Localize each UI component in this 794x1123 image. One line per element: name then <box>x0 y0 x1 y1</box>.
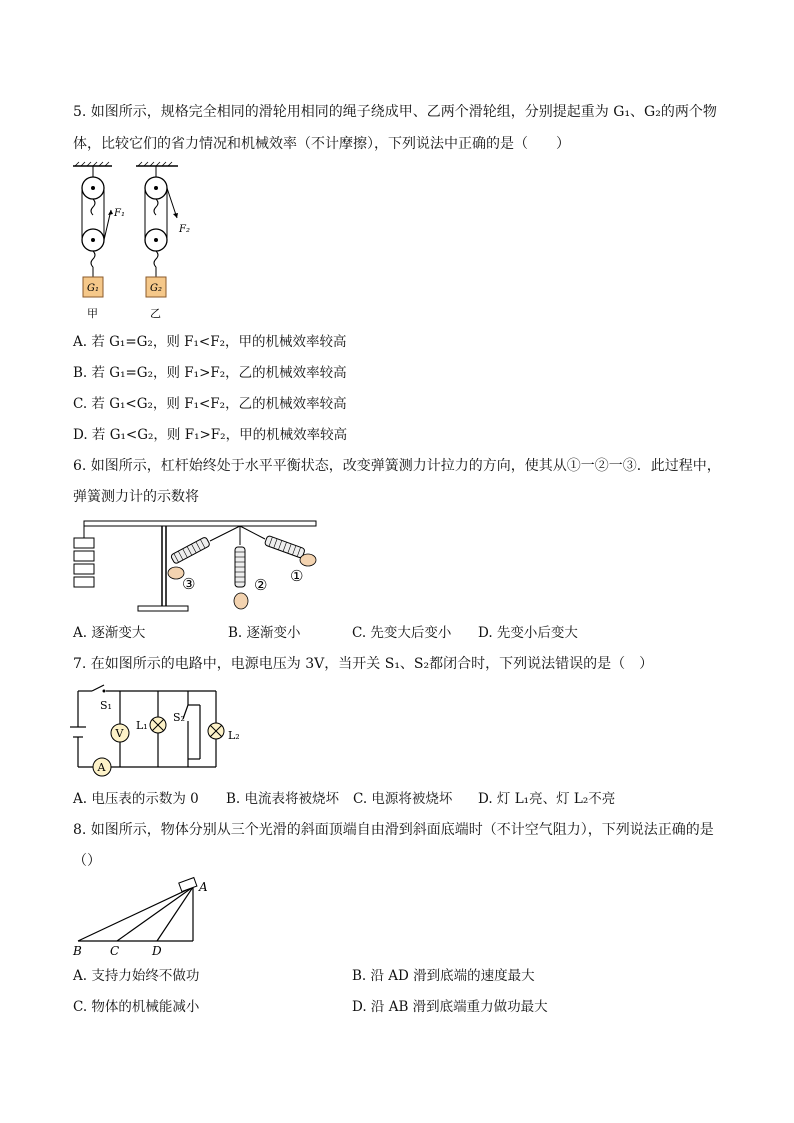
q6-option-b: B. 逐渐变小 <box>228 625 301 641</box>
q7-option-b: B. 电流表将被烧坏 <box>226 791 340 807</box>
q6-option-d: D. 先变小后变大 <box>478 625 578 641</box>
q8-option-c: C. 物体的机械能减小 <box>73 999 200 1015</box>
q5-stem-line1: 5. 如图所示，规格完全相同的滑轮用相同的绳子绕成甲、乙两个滑轮组，分别提起重为 G₁、G₂的两个物 <box>73 104 717 120</box>
lamp-l2-label: L₂ <box>228 729 240 742</box>
point-c-label: C <box>110 944 120 958</box>
switch-s2-label: S₂ <box>173 711 185 724</box>
q7-option-d: D. 灯 L₁亮、灯 L₂不亮 <box>478 791 616 807</box>
voltmeter-label: V <box>115 727 124 740</box>
q8-option-b: B. 沿 AD 滑到底端的速度最大 <box>352 968 535 984</box>
ammeter-label: A <box>97 761 106 774</box>
q5-option-b: B. 若 G₁=G₂，则 F₁>F₂，乙的机械效率较高 <box>73 365 347 381</box>
point-a-label: A <box>199 880 208 894</box>
q7-stem-line1: 7. 在如图所示的电路中，电源电压为 3V，当开关 S₁、S₂都闭合时，下列说法错误的是（ ） <box>73 656 654 672</box>
lamp-l1-label: L₁ <box>136 719 148 732</box>
weight-g1-label: G₁ <box>87 283 99 294</box>
force-f1-label: F₁ <box>114 208 125 219</box>
q6-stem-line2: 弹簧测力计的示数将 <box>73 489 199 505</box>
q5-option-a: A. 若 G₁=G₂，则 F₁<F₂，甲的机械效率较高 <box>73 334 347 350</box>
q7-option-a: A. 电压表的示数为 0 <box>73 791 199 807</box>
q5-stem-line2: 体，比较它们的省力情况和机械效率（不计摩擦），下列说法中正确的是（ ） <box>73 136 570 152</box>
q8-option-a: A. 支持力始终不做功 <box>73 968 200 984</box>
point-b-label: B <box>73 944 82 958</box>
q8-stem-line2: （） <box>73 853 101 869</box>
force-f2-label: F₂ <box>179 224 190 235</box>
q8-incline-figure <box>70 875 220 960</box>
q6-lever-figure <box>70 515 330 620</box>
mark-3: ③ <box>182 575 196 593</box>
mark-1: ① <box>290 567 304 585</box>
q5-option-d: D. 若 G₁<G₂，则 F₁>F₂，甲的机械效率较高 <box>73 427 348 443</box>
mark-2: ② <box>254 576 268 594</box>
q6-option-c: C. 先变大后变小 <box>352 625 452 641</box>
q7-circuit-figure <box>70 683 240 783</box>
point-d-label: D <box>152 944 162 958</box>
q8-stem-line1: 8. 如图所示，物体分别从三个光滑的斜面顶端自由滑到斜面底端时（不计空气阻力），下列说法正确的是 <box>73 822 714 838</box>
q6-option-a: A. 逐渐变大 <box>73 625 146 641</box>
switch-s1-label: S₁ <box>100 699 112 712</box>
q7-option-c: C. 电源将被烧坏 <box>353 791 453 807</box>
q5-pulley-figure <box>70 160 200 320</box>
q5-option-c: C. 若 G₁<G₂，则 F₁<F₂，乙的机械效率较高 <box>73 396 347 412</box>
q8-option-d: D. 沿 AB 滑到底端重力做功最大 <box>352 999 548 1015</box>
weight-g2-label: G₂ <box>150 283 162 294</box>
q6-stem-line1: 6. 如图所示，杠杆始终处于水平平衡状态，改变弹簧测力计拉力的方向，使其从①一②一③．此过程中， <box>73 458 721 474</box>
figure-label-yi: 乙 <box>150 307 161 320</box>
figure-label-jia: 甲 <box>87 307 98 320</box>
